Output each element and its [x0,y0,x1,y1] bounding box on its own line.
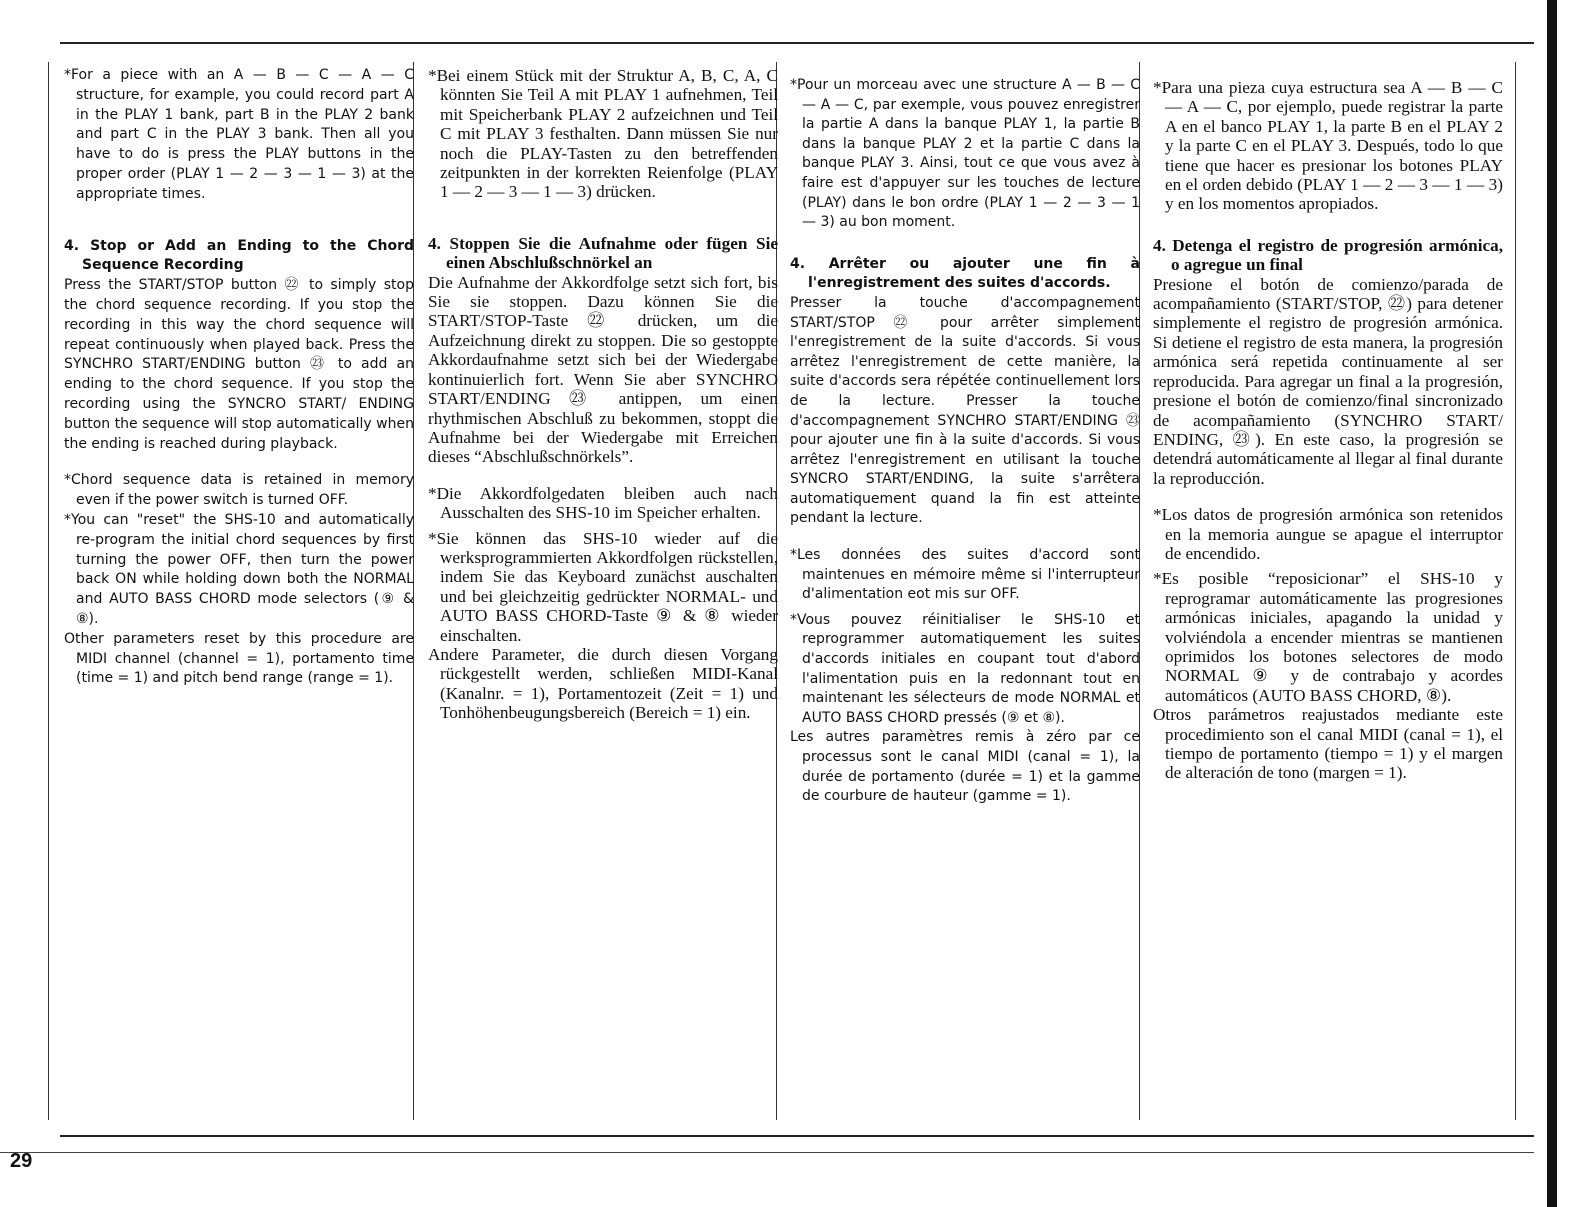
section-heading: 4. Detenga el registro de progresión armónica, o agregue un final [1153,235,1503,275]
english-column [64,66,414,689]
note-reset: *Vous pouvez réinitialiser le SHS-10 et reprogrammer automatiquement les suites d'accords initiales en coupant tout d'abord l'alimentation puis en la redonnant tout en maintenant les sélecteurs de mode NORMAL et AUTO BASS CHORD pressés (⑨ et ⑧). [790,611,1140,726]
note-params: Otros parámetros reajustados mediante este procedimiento son el canal MIDI (canal = 1), el tiempo de portamento (tiempo = 1) y el margen de alteración de tono (margen = 1). [1153,705,1503,783]
section-body: Presione el botón de comienzo/parada de acompañamiento (START/STOP, ㉒) para detener simplemente el registro de progresión armónica. Si detiene el registro de esta manera, la progresión armónica será repetida continuamente al ser reproducida. Para agregar un final a la progresión, presione el botón de comienzo/final sincronizado de acompañamiento (SYNCHRO START/ ENDING, ㉓). En este caso, la progresión se detendrá automáticamente al llegar al final durante la reproducción. [1153,274,1503,488]
note-reset: *Es posible “reposicionar” el SHS-10 y reprogramar automáticamente las progresiones armónicas iniciales, apagando la unidad y volviéndola a encender mientras se mantienen oprimidos los botones selectores de modo NORMAL ⑨ y de contrabajo y acordes automáticos (AUTO BASS CHORD, ⑧). [1153,569,1503,705]
spanish-column [1153,78,1503,783]
section-body: Presser la touche d'accompagnement START/STOP ㉒ pour arrêter simplement l'enregistrement de la suite d'accords. Si vous arrêtez l'enregistrement de cette manière, la suite d'accords sera répétée continuellement lors de la lecture. Presser la touche d'accompagnement SYNCHRO START/ENDING ㉓ pour ajouter une fin à la suite d'accords. Si vous arrêtez l'enregistrement en utilisant la touche SYNCRO START/ENDING, la suite s'arrêtera automatiquement quand la fin est atteinte pendant la lecture. [790,294,1140,527]
section-body: Press the START/STOP button ㉒ to simply stop the chord sequence recording. If you stop the recording in this way the chord sequence will repeat continuously when played back. Press the SYNCHRO START/ENDING button ㉓ to add an ending to the chord sequence. If you stop the recording using the SYNCRO START/ ENDING button the sequence will stop automatically when the ending is reached during playback. [64,277,414,452]
page-edge-mark [1547,0,1557,1207]
page-number: 29 [10,1150,33,1172]
note-structure: *For a piece with an A — B — C — A — C structure, for example, you could record part A in the PLAY 1 bank, part B in the PLAY 2 bank and part C in the PLAY 3 bank. Then all you have to do is press the PLAY buttons in the proper order (PLAY 1 — 2 — 3 — 1 — 3) at the appropriate times. [64,67,414,202]
french-column [790,76,1140,807]
german-column [428,66,778,723]
top-rule [60,42,1534,44]
note-memory: *Die Akkordfolgedaten bleiben auch nach Ausschalten des SHS-10 im Speicher erhalten. [428,483,778,523]
note-structure: *Pour un morceau avec une structure A — B — C — A — C, par exemple, vous pouvez enregistrer la partie A dans la banque PLAY 1, la partie B dans la banque PLAY 2 et la partie C dans la banque PLAY 3. Ainsi, tout ce que vous avez à faire est d'appuyer sur les touches de lecture (PLAY) dans le bon ordre (PLAY 1 — 2 — 3 — 1 — 3) au bon moment. [790,77,1140,231]
note-structure: *Bei einem Stück mit der Struktur A, B, C, A, C könnten Sie Teil A mit PLAY 1 aufnehmen, Teil mit Speicherbank PLAY 2 aufzeichnen und Teil C mit PLAY 3 festhalten. Dann müssen Sie nur noch die PLAY-Tasten zu den betreffenden zeitpunkten in der korrekten Reienfolge (PLAY 1 — 2 — 3 — 1 — 3) drücken. [428,66,778,202]
section-heading: 4. Stop or Add an Ending to the Chord Sequence Recording [64,237,414,274]
note-reset: *Sie können das SHS-10 wieder auf die werksprogrammierten Akkordfolgen rückstellen, indem Sie das Keyboard zunächst auschalten und bei gleichzeitig gedrückter NORMAL- und AUTO BASS CHORD-Taste ⑨ & ⑧ wieder einschalten. [428,528,778,645]
note-reset: *You can "reset" the SHS-10 and automatically re-program the initial chord sequences by first turning the power OFF, then turn the power back ON while holding down both the NORMAL and AUTO BASS CHORD mode selectors (⑨ & ⑧). [64,511,414,627]
note-memory: *Les données des suites d'accord sont maintenues en mémoire même si l'interrupteur d'alimentation eot mis sur OFF. [790,547,1140,603]
note-structure: *Para una pieza cuya estructura sea A — B — C — A — C, por ejemplo, puede registrar la parte A en el banco PLAY 1, la parte B en el PLAY 2 y la parte C en el PLAY 3. Después, todo lo que tiene que hacer es presionar los botones PLAY en el orden debido (PLAY 1 — 2 — 3 — 1 — 3) y en los momentos apropiados. [1153,78,1503,214]
column-divider [48,62,49,1120]
section-body: Die Aufnahme der Akkordfolge setzt sich fort, bis Sie sie stoppen. Dazu können Sie die START/STOP-Taste ㉒ drücken, um die Aufzeichnung direkt zu stoppen. Die so gestoppte Akkordaufnahme setzt sich bei der Wiedergabe kontinuierlich fort. Wenn Sie aber SYNCHRO START/ENDING ㉓ antippen, um einen rhythmischen Abschluß zu bekommen, stoppt die Aufnahme bei der Wiedergabe mit Erreichen dieses “Abschlußschnörkels”. [428,272,778,467]
section-heading: 4. Stoppen Sie die Aufnahme oder fügen Sie einen Abschlußschnörkel an [428,233,778,273]
note-params: Andere Parameter, die durch diesen Vorgang rückgestellt werden, schließen MIDI-Kanal (Kanalnr. = 1), Portamentozeit (Zeit = 1) und Tonhöhenbeugungsbereich (Bereich = 1) ein. [428,644,778,723]
section-heading: 4. Arrêter ou ajouter une fin à l'enregistrement des suites d'accords. [790,255,1140,292]
footer-rule [0,1152,1534,1153]
bottom-rule [60,1135,1534,1137]
note-memory: *Los datos de progresión armónica son retenidos en la memoria aungue se apague el interruptor de encendido. [1153,505,1503,563]
column-divider [1515,62,1516,1120]
note-params: Les autres paramètres remis à zéro par ce processus sont le canal MIDI (canal = 1), la durée de portamento (durée = 1) et la gamme de courbure de hauteur (gamme = 1). [790,729,1140,805]
note-params: Other parameters reset by this procedure are MIDI channel (channel = 1), portamento time (time = 1) and pitch bend range (range = 1). [64,630,414,687]
note-memory: *Chord sequence data is retained in memory even if the power switch is turned OFF. [64,472,414,509]
